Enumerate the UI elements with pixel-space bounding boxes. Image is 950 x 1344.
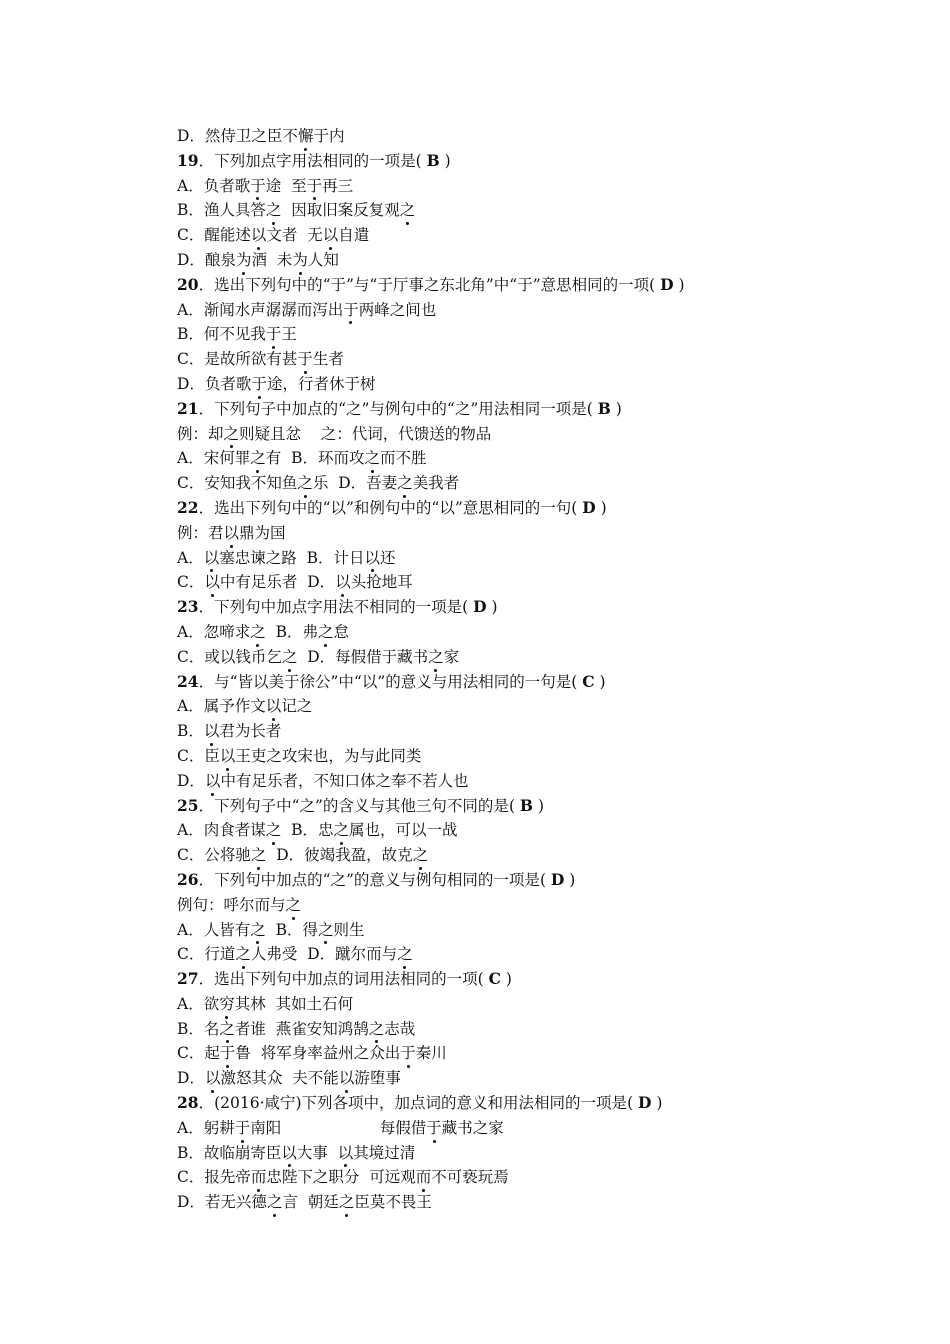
answer-paren-open: ( (477, 970, 489, 989)
text-line (177, 1116, 877, 1141)
question-number: 28 (177, 1093, 199, 1113)
text-line (177, 198, 877, 223)
line-text: 自遣 (338, 226, 370, 245)
line-text: A．人皆有 (177, 920, 251, 939)
text-line (177, 298, 877, 323)
dotted-character: 之 (428, 645, 444, 670)
line-text: D．每假借于藏书 (297, 647, 429, 666)
line-text: 美我者 (412, 474, 460, 493)
line-text: B． (177, 722, 204, 741)
text-line (177, 422, 877, 447)
dotted-character: 于 (235, 1116, 251, 1141)
dotted-character: 以 (251, 223, 267, 248)
line-text: A．欲 (177, 994, 220, 1013)
text-line (177, 546, 877, 571)
text-line (177, 446, 877, 471)
line-text: C．行道 (177, 945, 236, 964)
line-text: ．(2016·咸宁)下列各项中，加点词的意义和用法相同的一项是 (198, 1094, 628, 1113)
line-text: C．醒能述 (177, 226, 251, 245)
question-stem (177, 595, 877, 620)
line-text: D．负者歌 (177, 374, 252, 393)
line-text: C．安知我不知鱼 (177, 474, 298, 493)
line-text: 例：却 (177, 424, 224, 443)
line-text: 还 (379, 548, 396, 567)
question-stem (177, 868, 877, 893)
dotted-character: 穷 (219, 992, 235, 1017)
line-text: C．公将驰 (177, 846, 251, 865)
text-line (177, 1190, 877, 1215)
line-text: 王吏之攻宋也，为与此同类 (235, 746, 422, 765)
question-number: 20 (177, 274, 199, 294)
question-stem (177, 670, 877, 695)
line-text: 则疑且忿 之：代词，代馈送的物品 (239, 424, 492, 443)
line-text: C． (177, 573, 205, 592)
dotted-character: 之 (235, 942, 251, 967)
line-text: 文者 无 (266, 226, 323, 245)
line-text: B．渔人具答 (177, 201, 266, 220)
answer-letter: C (582, 671, 595, 691)
answer-letter: D (473, 597, 487, 617)
dotted-character: 之 (297, 471, 313, 496)
dotted-character: 之 (397, 942, 413, 967)
line-text: 王 (281, 325, 297, 344)
line-text: 而不胜 (379, 449, 427, 468)
answer-paren-close: ) (500, 970, 512, 989)
line-text: 言 朝廷 (282, 1193, 339, 1212)
answer-paren-close: ) (486, 598, 498, 617)
dotted-character: 于 (266, 322, 282, 347)
line-text: B．得 (265, 920, 318, 939)
text-line (177, 124, 877, 149)
line-text: A．躬耕 (177, 1118, 235, 1137)
line-text: B．忠 (281, 821, 334, 840)
dotted-character: 之 (267, 1190, 283, 1215)
answer-letter: B (519, 795, 534, 815)
line-text: C．起 (177, 1044, 220, 1063)
line-text: D． (177, 771, 205, 790)
dotted-character: 之 (397, 471, 413, 496)
line-text: B．名 (177, 1019, 220, 1038)
question-number: 25 (177, 795, 199, 815)
question-list (177, 124, 877, 1215)
text-line (177, 223, 877, 248)
line-text: ．下列句子中“之”的含义与其他三句不同的是 (198, 796, 509, 815)
line-text: 途，行者休于树 (266, 374, 376, 393)
dotted-character: 以 (204, 719, 220, 744)
line-text: D．酿泉 (177, 250, 236, 269)
dotted-character: 懈 (298, 124, 314, 149)
dotted-character: 以 (204, 546, 220, 571)
dotted-character: 于 (307, 174, 323, 199)
text-line (177, 893, 877, 918)
line-text: C．是故所欲有甚 (177, 350, 298, 369)
line-text: B．故临崩寄臣 (177, 1143, 282, 1162)
line-text: C．臣 (177, 746, 220, 765)
answer-letter: B (597, 398, 611, 418)
dotted-character: 以 (364, 546, 380, 571)
answer-paren-close: ) (651, 1094, 663, 1113)
line-text: 怠 (333, 622, 349, 641)
line-text: D．然侍卫之臣不 (177, 127, 298, 145)
answer-letter: D (660, 274, 674, 294)
line-text: 两峰之间也 (358, 300, 437, 319)
line-text: 例：君 (177, 523, 224, 542)
question-stem (177, 1091, 877, 1116)
line-text: A．属予作文 (177, 697, 266, 716)
line-text: A．渐闻水声潺潺而泻出 (177, 300, 344, 319)
text-line (177, 471, 877, 496)
question-stem (177, 967, 877, 992)
line-text: 中有足乐者，不知口体之奉不若人也 (220, 771, 469, 790)
dotted-character: 之 (250, 620, 266, 645)
dotted-character: 以 (204, 570, 220, 595)
text-line (177, 719, 877, 744)
line-text: D．若无兴德 (177, 1193, 267, 1212)
text-line (177, 694, 877, 719)
answer-paren-open: ( (571, 672, 583, 691)
line-text: A． (177, 548, 204, 567)
text-line (177, 372, 877, 397)
dotted-character: 以 (266, 694, 282, 719)
dotted-character: 以 (281, 1141, 297, 1166)
line-text: 记之 (281, 697, 313, 716)
line-text: 于内 (313, 127, 345, 145)
line-text: 中有足乐者 D． (219, 573, 336, 592)
dotted-character: 之 (364, 446, 380, 471)
line-text: 不可亵玩焉 (431, 1168, 509, 1187)
line-text: 人弗受 D．蹴尔而与 (250, 945, 398, 964)
line-text: 南阳 每假借 (250, 1118, 427, 1137)
text-line (177, 769, 877, 794)
text-line (177, 347, 877, 372)
answer-paren-close: ) (533, 796, 545, 815)
answer-letter: D (638, 1093, 652, 1113)
question-number: 27 (177, 969, 199, 989)
text-line (177, 1141, 877, 1166)
dotted-character: 之 (251, 843, 267, 868)
dotted-character: 于 (220, 1041, 236, 1066)
dotted-character: 为 (292, 248, 308, 273)
dotted-character: 于 (400, 1041, 416, 1066)
line-text: A．宋何罪 (177, 449, 251, 468)
answer-paren-close: ) (610, 399, 622, 418)
dotted-character: 以 (323, 223, 339, 248)
line-text: 例句：呼尔而与 (177, 895, 286, 914)
line-text: 再三 (322, 176, 354, 195)
text-line (177, 843, 877, 868)
answer-letter: D (582, 497, 596, 517)
dotted-character: 以 (224, 521, 240, 546)
dotted-character: 以 (339, 1066, 355, 1091)
dotted-character: 之 (369, 1017, 385, 1042)
dotted-character: 于 (426, 1116, 442, 1141)
answer-paren-open: ( (627, 1094, 639, 1113)
line-text: C．或以钱币乞 (177, 647, 282, 666)
answer-letter: C (488, 969, 501, 989)
answer-paren-close: ) (673, 275, 685, 294)
dotted-character: 之 (224, 422, 240, 447)
text-line (177, 1165, 877, 1190)
text-line (177, 818, 877, 843)
dotted-character: 之 (250, 918, 266, 943)
line-text: 属也，可以一战 (348, 821, 458, 840)
answer-paren-open: ( (415, 151, 427, 170)
line-text: 鲁 将军身率益州之众出 (235, 1044, 401, 1063)
line-text: 有 B．环而攻 (265, 449, 365, 468)
line-text: ．下列句中加点的“之”的意义与例句相同的一项是 (198, 870, 540, 889)
answer-paren-close: ) (594, 672, 606, 691)
question-number: 26 (177, 869, 199, 889)
line-text: 激怒其众 夫不能 (220, 1069, 339, 1088)
text-line (177, 1066, 877, 1091)
text-line (177, 645, 877, 670)
line-text: ．选出下列句中的“于”与“于厅事之东北角”中“于”意思相同的一项 (198, 275, 650, 294)
question-number: 22 (177, 497, 199, 517)
line-text: 乐 D．吾妻 (312, 474, 398, 493)
dotted-character: 之 (286, 893, 302, 918)
question-stem (177, 397, 877, 422)
answer-paren-close: ) (439, 151, 451, 170)
line-text: ．选出下列句中的“以”和例句中的“以”意思相同的一句 (198, 498, 572, 517)
dotted-character: 之 (219, 1017, 235, 1042)
line-text: 其境过清 (353, 1143, 416, 1162)
line-text: D．彼竭我盈，故克 (266, 846, 413, 865)
text-line (177, 1041, 877, 1066)
dotted-character: 以 (205, 1066, 221, 1091)
dotted-character: 以 (205, 769, 221, 794)
text-line (177, 620, 877, 645)
answer-paren-open: ( (539, 870, 551, 889)
text-line (177, 322, 877, 347)
dotted-character: 于 (250, 174, 266, 199)
line-text: 酒 未 (251, 250, 293, 269)
text-line (177, 992, 877, 1017)
dotted-character: 于 (297, 347, 313, 372)
line-text: A．负者歌 (177, 176, 251, 195)
dotted-character: 之 (318, 918, 334, 943)
dotted-character: 以 (335, 570, 351, 595)
dotted-character: 为 (236, 248, 252, 273)
answer-paren-open: ( (586, 399, 598, 418)
answer-letter: B (426, 150, 440, 170)
answer-paren-open: ( (462, 598, 474, 617)
question-number: 23 (177, 597, 199, 617)
line-text: A．忽啼求 (177, 622, 251, 641)
line-text: 秦川 (415, 1044, 447, 1063)
text-line (177, 744, 877, 769)
line-text: C．报先帝 (177, 1168, 251, 1187)
text-line (177, 248, 877, 273)
line-text: 生者 (312, 350, 344, 369)
line-text: 途 至 (265, 176, 307, 195)
line-text: 人知 (307, 250, 339, 269)
dotted-character: 于 (251, 372, 267, 397)
dotted-character: 之 (250, 446, 266, 471)
question-number: 21 (177, 398, 199, 418)
line-text: 头抢地耳 (350, 573, 413, 592)
answer-paren-close: ) (564, 870, 576, 889)
question-stem (177, 273, 877, 298)
line-text: 因取旧案反复观 (281, 201, 400, 220)
line-text: ．选出下列句中加点的词用法相同的一项 (198, 970, 478, 989)
line-text: 大事 (296, 1143, 338, 1162)
answer-paren-open: ( (649, 275, 661, 294)
dotted-character: 而 (416, 1165, 432, 1190)
text-line (177, 942, 877, 967)
text-line (177, 521, 877, 546)
line-text: ．下列句子中加点的“之”与例句中的“之”用法相同一项是 (198, 399, 587, 418)
answer-paren-open: ( (508, 796, 520, 815)
line-text: A．肉食者谋 (177, 821, 266, 840)
line-text: ．下列加点字用法相同的一项是 (198, 151, 416, 170)
answer-letter: D (550, 869, 565, 889)
line-text: 其林 其如土石何 (234, 994, 354, 1013)
line-text: 臣莫不畏王 (354, 1193, 432, 1212)
line-text: B．弗 (265, 622, 318, 641)
question-stem (177, 496, 877, 521)
line-text: 塞忠谏之路 B．计日 (219, 548, 365, 567)
text-line (177, 570, 877, 595)
dotted-character: 之 (333, 818, 349, 843)
dotted-character: 之 (282, 645, 298, 670)
line-text: ．与“皆以美于徐公”中“以”的意义与用法相同的一句是 (198, 672, 572, 691)
question-stem (177, 149, 877, 174)
dotted-character: 之 (266, 198, 282, 223)
line-text: ．下列句中加点字用法不相同的一项是 (198, 598, 463, 617)
answer-paren-close: ) (595, 498, 607, 517)
dotted-character: 之 (339, 1190, 355, 1215)
dotted-character: 之 (266, 818, 282, 843)
line-text: 忠陛下之职分 可远观 (266, 1168, 416, 1187)
text-line (177, 1017, 877, 1042)
line-text: 藏书之家 (441, 1118, 504, 1137)
question-stem (177, 794, 877, 819)
line-text: D． (177, 1069, 205, 1088)
line-text: 游堕事 (354, 1069, 401, 1088)
dotted-character: 于 (343, 298, 359, 323)
dotted-character: 以 (220, 744, 236, 769)
line-text: 者谁 燕雀安知鸿鹄 (234, 1019, 369, 1038)
dotted-character: 之 (400, 198, 416, 223)
text-line (177, 174, 877, 199)
line-text: B．何不见我 (177, 325, 266, 344)
question-number: 24 (177, 671, 199, 691)
dotted-character: 以 (338, 1141, 354, 1166)
line-text: 志哉 (384, 1019, 416, 1038)
dotted-character: 之 (318, 620, 334, 645)
question-number: 19 (177, 150, 199, 170)
line-text: 则生 (333, 920, 365, 939)
line-text: 家 (443, 647, 460, 666)
answer-paren-open: ( (571, 498, 583, 517)
dotted-character: 而 (251, 1165, 267, 1190)
line-text: 君为长者 (219, 722, 282, 741)
line-text: 鼎为国 (239, 523, 286, 542)
text-line (177, 918, 877, 943)
dotted-character: 之 (413, 843, 429, 868)
